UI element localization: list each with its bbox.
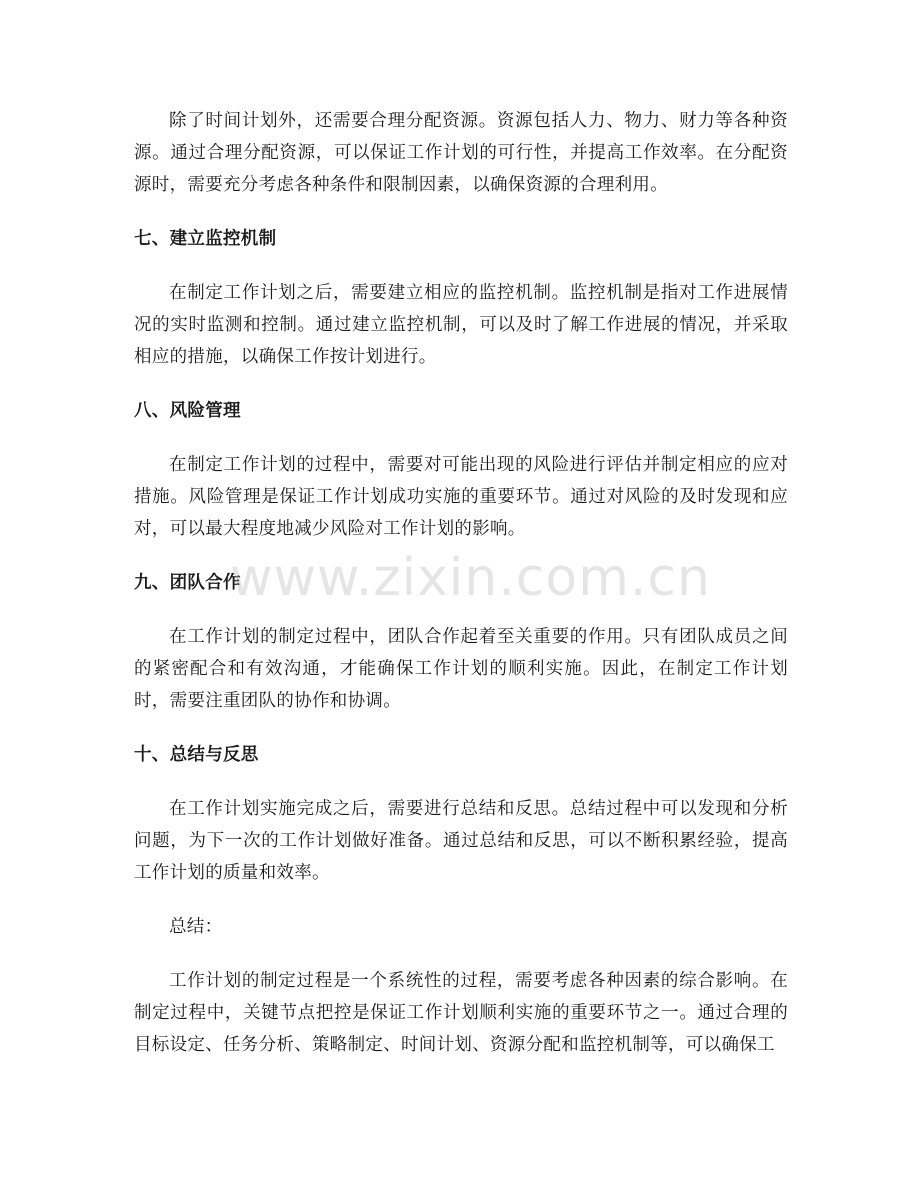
document-page xyxy=(134,105,788,1083)
paragraph-teamwork: 在工作计划的制定过程中，团队合作起着至关重要的作用。只有团队成员之间的紧密配合和有效沟通，才能确保工作计划的顺利实施。因此，在制定工作计划时，需要注重团队的协作和协调。 xyxy=(134,627,788,711)
paragraph-risk-management: 在制定工作计划的过程中，需要对可能出现的风险进行评估并制定相应的应对措施。风险管理是保证工作计划成功实施的重要环节。通过对风险的及时发现和应对，可以最大程度地减少风险对工作计划的影响。 xyxy=(134,455,788,539)
paragraph-summary-label: 总结： xyxy=(169,917,223,937)
paragraph-summary-reflection: 在工作计划实施完成之后，需要进行总结和反思。总结过程中可以发现和分析问题，为下一次的工作计划做好准备。通过总结和反思，可以不断积累经验，提高工作计划的质量和效率。 xyxy=(134,799,788,883)
heading-teamwork: 九、团队合作 xyxy=(134,573,241,593)
heading-summary-reflection: 十、总结与反思 xyxy=(134,745,259,765)
paragraph-monitoring: 在制定工作计划之后，需要建立相应的监控机制。监控机制是指对工作进展情况的实时监测和控制。通过建立监控机制，可以及时了解工作进展的情况，并采取相应的措施，以确保工作按计划进行。 xyxy=(134,283,788,367)
paragraph-conclusion: 工作计划的制定过程是一个系统性的过程，需要考虑各种因素的综合影响。在制定过程中，关键节点把控是保证工作计划顺利实施的重要环节之一。通过合理的目标设定、任务分析、策略制定、时间计划、资源分配和监控机制等，可以确保工 xyxy=(134,971,788,1055)
watermark: www.zixin.com.cn xyxy=(230,548,711,608)
paragraph-resource-allocation: 除了时间计划外，还需要合理分配资源。资源包括人力、物力、财力等各种资源。通过合理分配资源，可以保证工作计划的可行性，并提高工作效率。在分配资源时，需要充分考虑各种条件和限制因素，以确保资源的合理利用。 xyxy=(134,111,788,195)
heading-monitoring: 七、建立监控机制 xyxy=(134,229,277,249)
heading-risk-management: 八、风险管理 xyxy=(134,401,241,421)
